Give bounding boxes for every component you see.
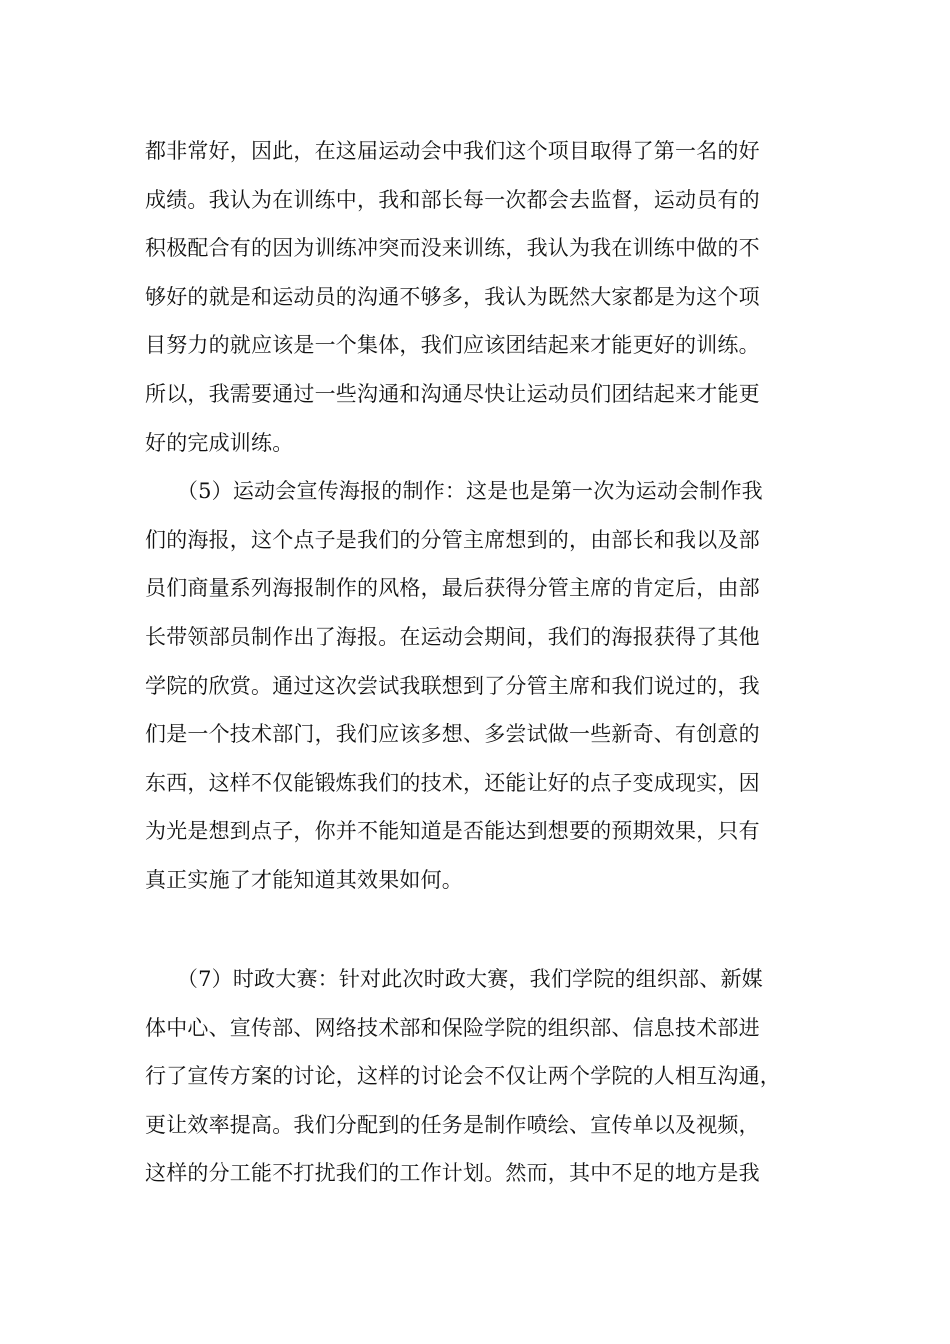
text-line: 目努力的就应该是一个集体，我们应该团结起来才能更好的训练。 — [145, 333, 760, 358]
text-line: 东西，这样不仅能锻炼我们的技术，还能让好的点子变成现实，因 — [145, 770, 760, 795]
text-line: 积极配合有的因为训练冲突而没来训练，我认为我在训练中做的不 — [145, 236, 760, 261]
text-line: 体中心、宣传部、网络技术部和保险学院的组织部、信息技术部进 — [145, 1015, 760, 1040]
paragraph-block-1 — [145, 127, 810, 905]
text-line: （5）运动会宣传海报的制作：这是也是第一次为运动会制作我 — [145, 479, 763, 504]
text-line: 真正实施了才能知道其效果如何。 — [145, 867, 463, 892]
text-line: 们的海报，这个点子是我们的分管主席想到的，由部长和我以及部 — [145, 527, 760, 552]
text-line: 这样的分工能不打扰我们的工作计划。然而，其中不足的地方是我 — [145, 1161, 760, 1186]
text-line: 长带领部员制作出了海报。在运动会期间，我们的海报获得了其他 — [145, 624, 760, 649]
text-line: 员们商量系列海报制作的风格，最后获得分管主席的肯定后，由部 — [145, 576, 760, 601]
paragraph-block-2 — [145, 955, 810, 1198]
text-line: 们是一个技术部门，我们应该多想、多尝试做一些新奇、有创意的 — [145, 722, 760, 747]
text-line: （7）时政大赛：针对此次时政大赛，我们学院的组织部、新媒 — [145, 967, 763, 991]
text-line: 学院的欣赏。通过这次尝试我联想到了分管主席和我们说过的，我 — [145, 673, 760, 698]
text-line: 好的完成训练。 — [145, 430, 294, 455]
text-line: 为光是想到点子，你并不能知道是否能达到想要的预期效果，只有 — [145, 819, 760, 844]
text-line: 行了宣传方案的讨论，这样的讨论会不仅让两个学院的人相互沟通， — [145, 1064, 781, 1089]
text-line: 更让效率提高。我们分配到的任务是制作喷绘、宣传单以及视频， — [145, 1112, 760, 1137]
text-line: 所以，我需要通过一些沟通和沟通尽快让运动员们团结起来才能更 — [145, 381, 760, 406]
text-line: 成绩。我认为在训练中，我和部长每一次都会去监督，运动员有的 — [145, 187, 760, 212]
text-line: 都非常好，因此，在这届运动会中我们这个项目取得了第一名的好 — [145, 139, 760, 163]
text-line: 够好的就是和运动员的沟通不够多，我认为既然大家都是为这个项 — [145, 284, 760, 309]
